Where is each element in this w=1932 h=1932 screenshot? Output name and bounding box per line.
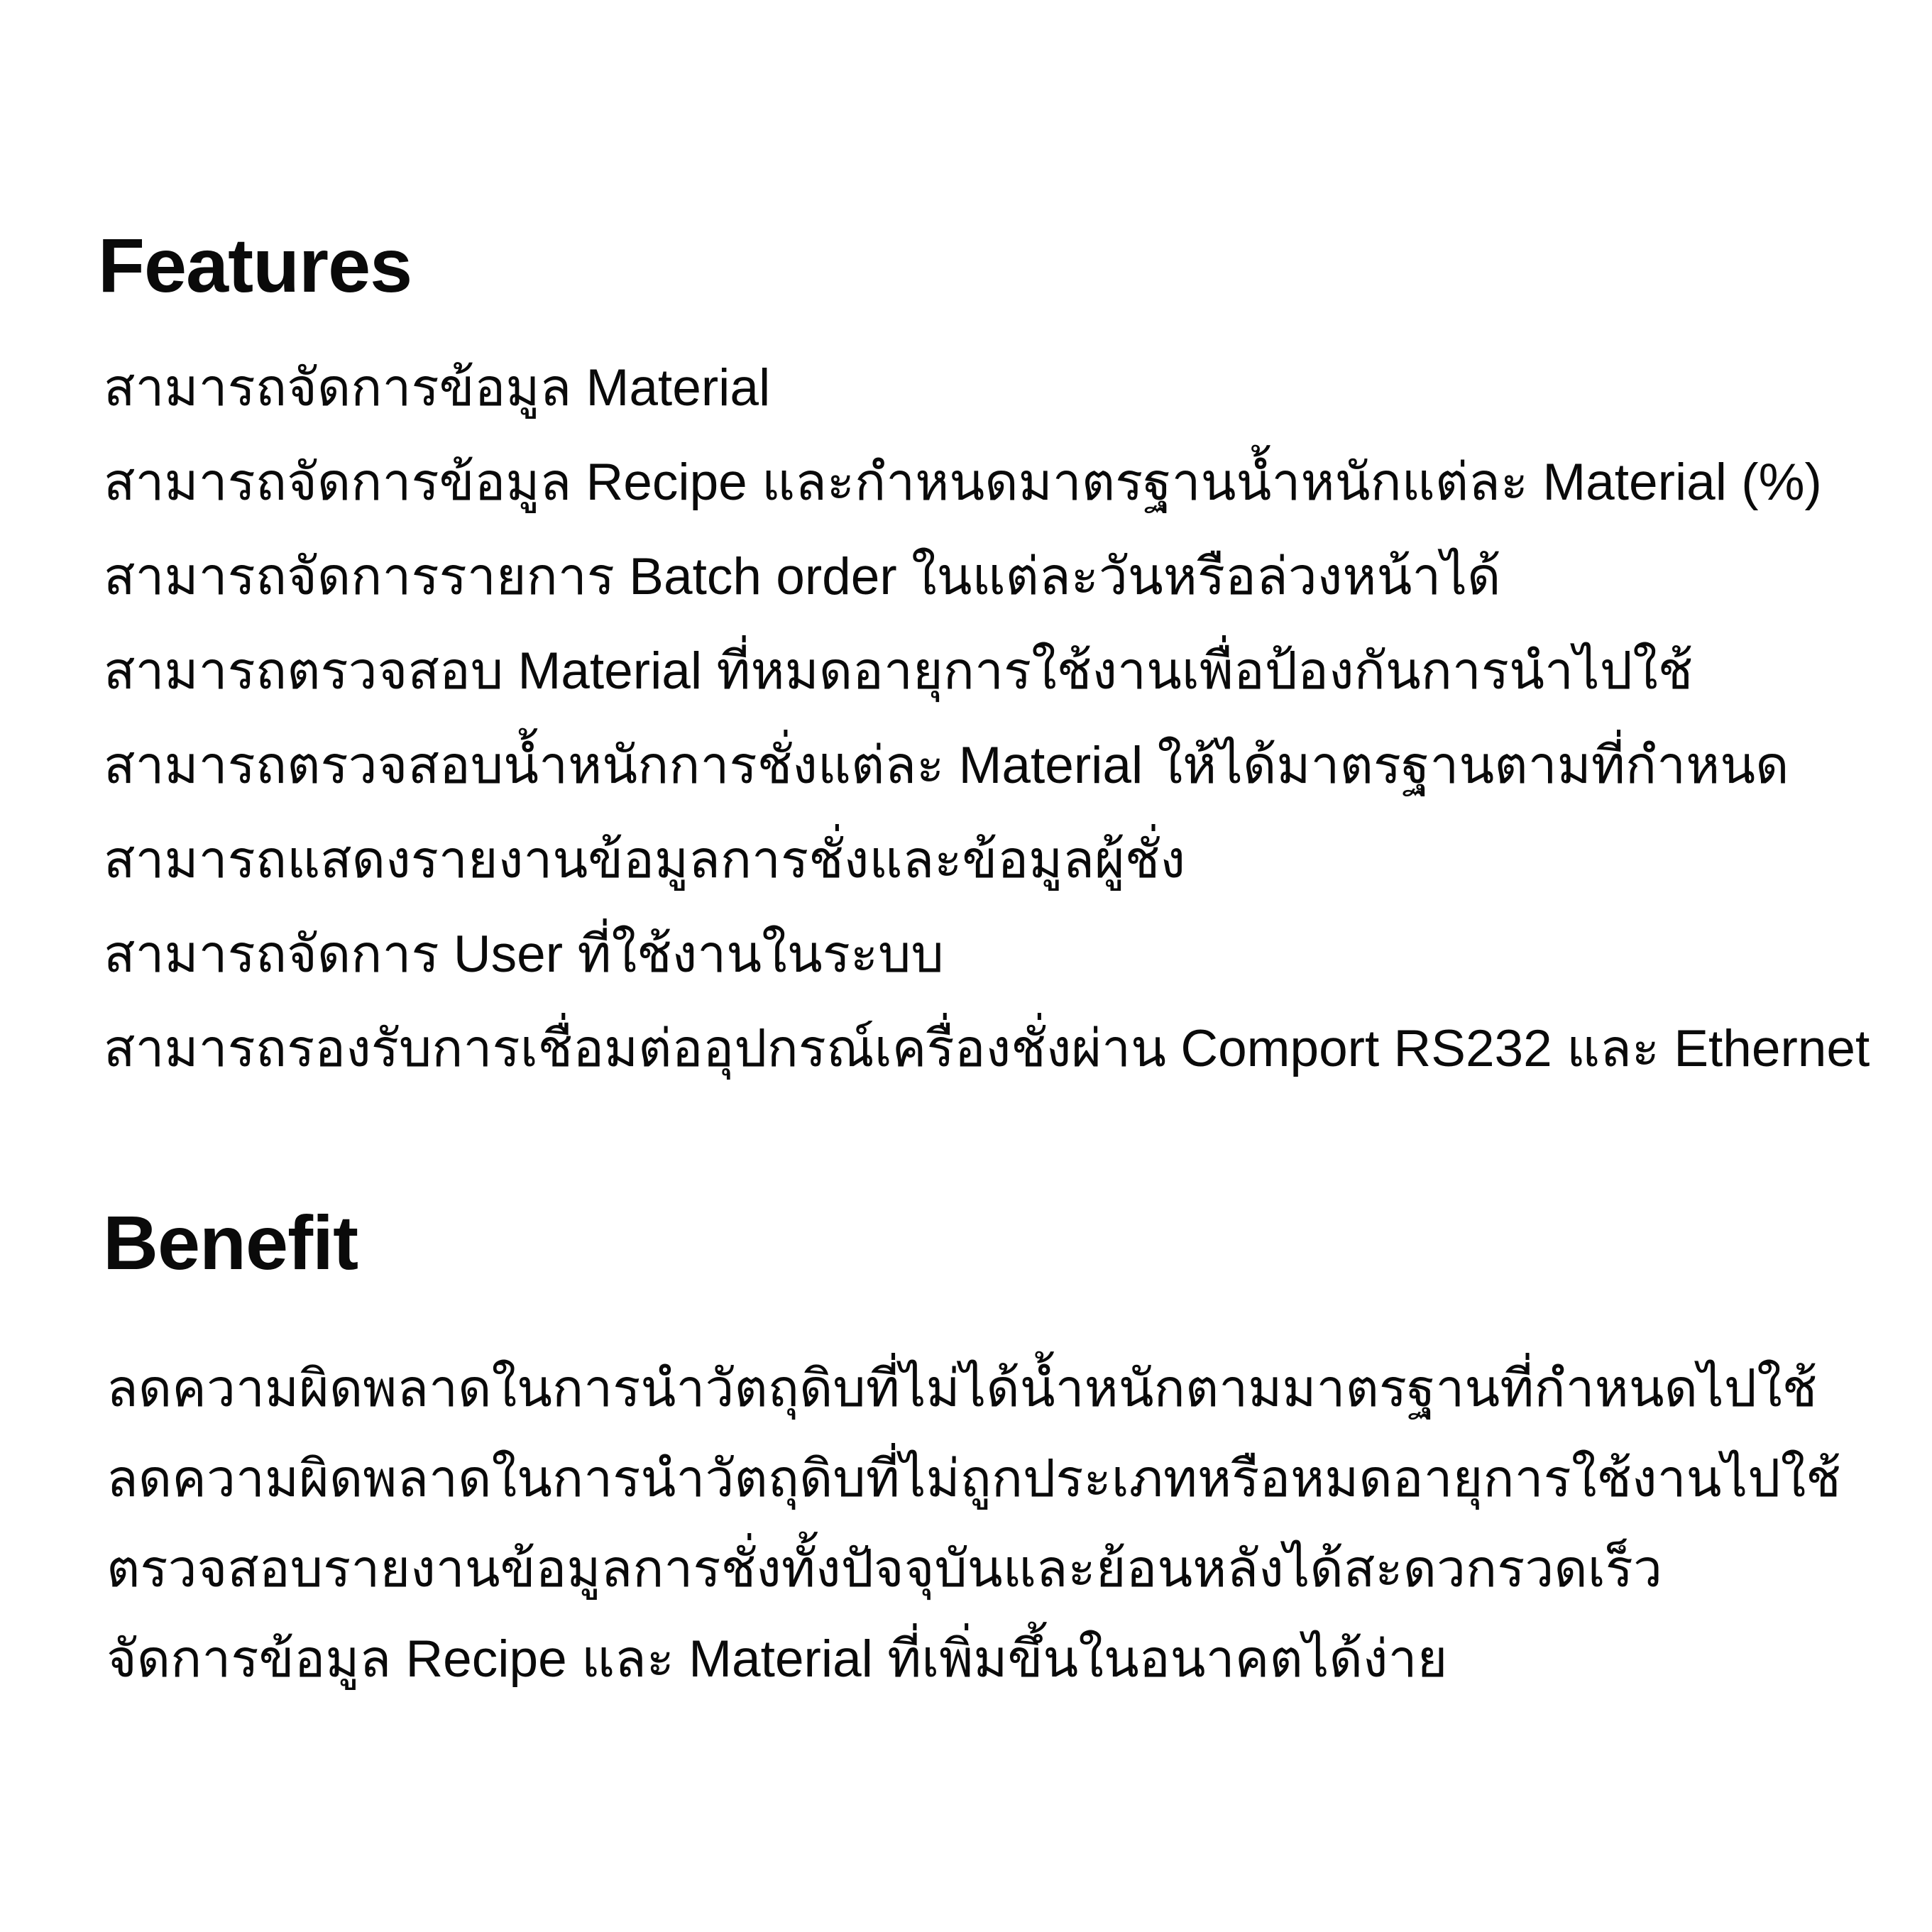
feature-item-weight-check: สามารถตรวจสอบน้ำหนักการชั่งแต่ละ Material ให้ได้มาตรฐานตามที่กำหนด xyxy=(104,737,1789,794)
feature-item-material: สามารถจัดการข้อมูล Material xyxy=(104,359,771,417)
features-list xyxy=(104,341,1870,1096)
feature-item-connectivity: สามารถรองรับการเชื่อมต่ออุปกรณ์เครื่องชั่งผ่าน Comport RS232 และ Ethernet xyxy=(104,1020,1870,1077)
benefit-list xyxy=(106,1344,1841,1704)
benefit-item-weight-error: ลดความผิดพลาดในการนำวัตถุดิบที่ไม่ได้น้ำหนักตามมาตรฐานที่กำหนดไปใช้ xyxy=(106,1360,1818,1417)
benefit-item-data-management: จัดการข้อมูล Recipe และ Material ที่เพิ่มขึ้นในอนาคตได้ง่าย xyxy=(106,1630,1448,1688)
benefit-item-type-expiry-error: ลดความผิดพลาดในการนำวัตถุดิบที่ไม่ถูกประเภทหรือหมดอายุการใช้งานไปใช้ xyxy=(106,1450,1841,1508)
feature-item-report: สามารถแสดงรายงานข้อมูลการชั่งและข้อมูลผู้ชั่ง xyxy=(104,831,1185,889)
feature-item-recipe: สามารถจัดการข้อมูล Recipe และกำหนดมาตรฐานน้ำหนักแต่ละ Material (%) xyxy=(104,454,1822,511)
features-heading: Features xyxy=(98,222,412,308)
benefit-heading: Benefit xyxy=(103,1200,358,1285)
benefit-item-report: ตรวจสอบรายงานข้อมูลการชั่งทั้งปัจจุบันและย้อนหลังได้สะดวกรวดเร็ว xyxy=(106,1540,1662,1598)
feature-item-expiry-check: สามารถตรวจสอบ Material ที่หมดอายุการใช้งานเพื่อป้องกันการนำไปใช้ xyxy=(104,642,1694,700)
feature-item-user: สามารถจัดการ User ที่ใช้งานในระบบ xyxy=(104,926,944,983)
feature-item-batch-order: สามารถจัดการรายการ Batch order ในแต่ละวันหรือล่วงหน้าได้ xyxy=(104,548,1501,605)
